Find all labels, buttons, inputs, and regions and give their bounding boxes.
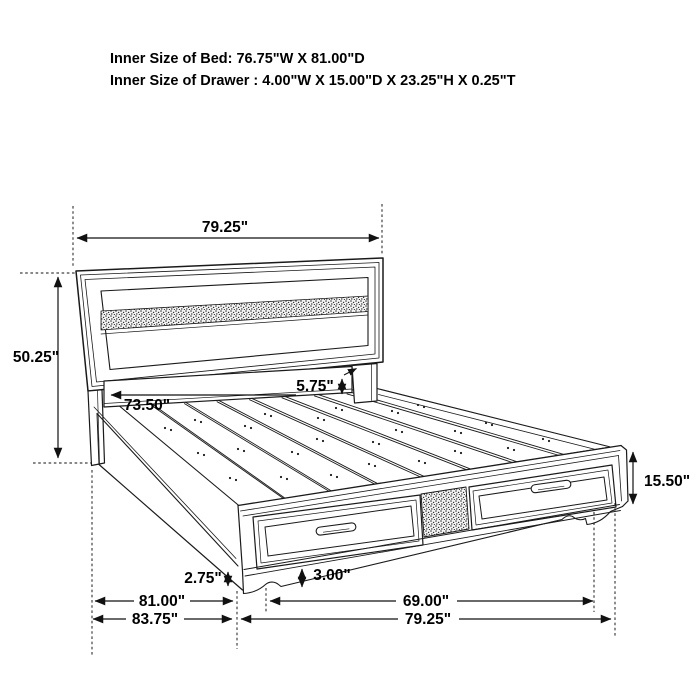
label-side-depth-inner: 81.00" <box>138 593 186 610</box>
header-line-1: Inner Size of Bed: 76.75"W X 81.00"D <box>110 51 365 67</box>
label-footboard-height: 15.50" <box>644 473 691 490</box>
label-inner-rail-width: 73.50" <box>123 397 171 414</box>
label-drawer-span-width: 69.00" <box>402 593 450 610</box>
headboard-left-leg <box>88 390 105 466</box>
label-headboard-height: 50.25" <box>12 349 60 366</box>
label-side-depth-outer: 83.75" <box>131 611 179 628</box>
label-rail-height: 5.75" <box>296 378 334 395</box>
label-corner-height: 2.75" <box>184 570 222 587</box>
footboard-sparkle-panel <box>421 487 469 537</box>
label-footboard-width: 79.25" <box>404 611 452 628</box>
label-leg-height: 3.00" <box>313 567 351 584</box>
header-line-2: Inner Size of Drawer : 4.00"W X 15.00"D X 23.25"H X 0.25"T <box>110 73 516 89</box>
label-headboard-width: 79.25" <box>201 219 249 236</box>
